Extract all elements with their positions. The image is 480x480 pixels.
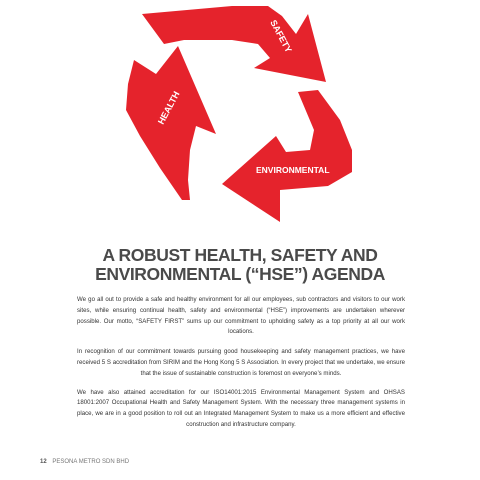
health-arrow xyxy=(126,46,216,200)
page-title-line-2: ENVIRONMENTAL (“HSE”) AGENDA xyxy=(95,264,385,284)
company-name: PESONA METRO SDN BHD xyxy=(52,459,130,465)
page-number: 12 xyxy=(40,459,47,465)
paragraph-iso-accreditation: We have also attained accreditation for our ISO14001:2015 Environmental Management System and OHSAS 18001:2007 Occupational Health and Safety Management System. With the necessary three management systems in place, we are in a good position to roll out an Integrated Management System to make us a more efficient and effective construction and infrastructure company. xyxy=(77,388,405,428)
page-footer xyxy=(40,459,129,465)
paragraph-5s-accreditation: In recognition of our commitment towards pursuing good housekeeping and safety management practices, we have received 5 S accreditation from SIRIM and the Hong Kong 5 S Association. In every project that we undertake, we ensure that the issue of sustainable construction is foremost on everyone’s minds. xyxy=(77,348,405,377)
cycle-label-health: HEALTH xyxy=(155,89,182,126)
cycle-label-safety: SAFETY xyxy=(268,18,294,55)
environmental-arrow xyxy=(222,90,352,222)
body-text xyxy=(77,295,405,439)
recycle-arrows-icon xyxy=(120,0,360,232)
page-title-line-1: A ROBUST HEALTH, SAFETY AND xyxy=(102,245,378,265)
paragraph-hse-commitment: We go all out to provide a safe and healthy environment for all our employees, sub contractors and visitors to our work sites, while ensuring continual health, safety and environmental (“HSE”) improvements are undertaken wherever possible. Our motto, “SAFETY FIRST” sums up our commitment to upholding safety as a top priority at all our work locations. xyxy=(77,296,405,336)
page-title xyxy=(40,246,440,284)
cycle-label-environmental: ENVIRONMENTAL xyxy=(256,165,330,175)
